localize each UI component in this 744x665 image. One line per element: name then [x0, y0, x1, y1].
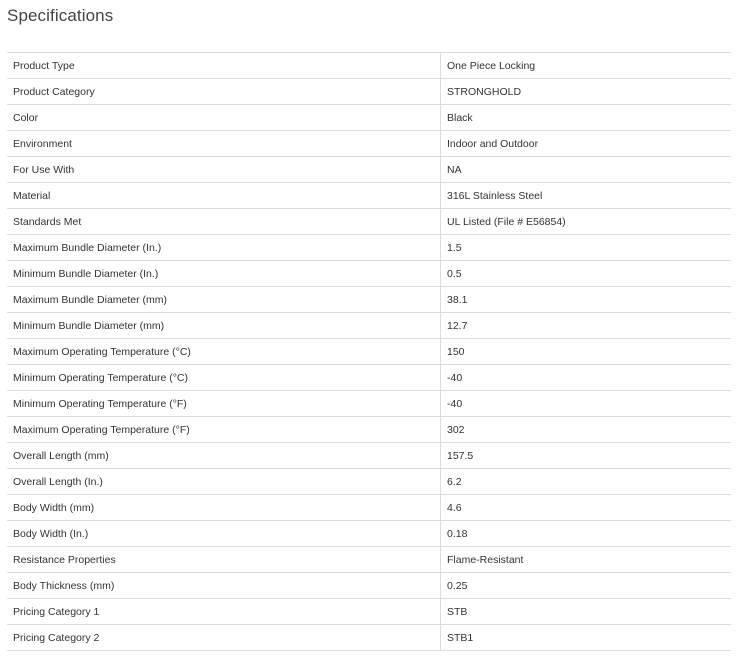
table-row [7, 313, 731, 339]
table-row [7, 235, 731, 261]
spec-value: Black [441, 105, 732, 131]
spec-label: Material [7, 183, 441, 209]
spec-value: 316L Stainless Steel [441, 183, 732, 209]
spec-label: Maximum Operating Temperature (°F) [7, 417, 441, 443]
table-row [7, 365, 731, 391]
spec-value: STB [441, 599, 732, 625]
spec-label: Standards Met [7, 209, 441, 235]
spec-value: 0.5 [441, 261, 732, 287]
spec-value: STRONGHOLD [441, 79, 732, 105]
spec-label: Body Thickness (mm) [7, 573, 441, 599]
table-row [7, 469, 731, 495]
table-row [7, 287, 731, 313]
spec-value: UL Listed (File # E56854) [441, 209, 732, 235]
specifications-table-body [7, 53, 731, 651]
spec-value: STB1 [441, 625, 732, 651]
table-row [7, 417, 731, 443]
spec-value: 157.5 [441, 443, 732, 469]
spec-label: Product Type [7, 53, 441, 79]
spec-label: Color [7, 105, 441, 131]
table-row [7, 79, 731, 105]
spec-value: 0.18 [441, 521, 732, 547]
page-title: Specifications [7, 6, 114, 25]
table-row [7, 157, 731, 183]
spec-label: Overall Length (In.) [7, 469, 441, 495]
table-row [7, 521, 731, 547]
table-row [7, 261, 731, 287]
spec-label: Environment [7, 131, 441, 157]
spec-value: 302 [441, 417, 732, 443]
spec-value: 12.7 [441, 313, 732, 339]
spec-value: 150 [441, 339, 732, 365]
table-row [7, 391, 731, 417]
table-row [7, 495, 731, 521]
table-row [7, 625, 731, 651]
spec-value: One Piece Locking [441, 53, 732, 79]
spec-label: Body Width (In.) [7, 521, 441, 547]
spec-label: Minimum Bundle Diameter (mm) [7, 313, 441, 339]
spec-value: 6.2 [441, 469, 732, 495]
spec-label: Minimum Bundle Diameter (In.) [7, 261, 441, 287]
table-row [7, 183, 731, 209]
spec-value: 4.6 [441, 495, 732, 521]
spec-value: Flame-Resistant [441, 547, 732, 573]
spec-label: Minimum Operating Temperature (°F) [7, 391, 441, 417]
spec-label: Resistance Properties [7, 547, 441, 573]
spec-label: Overall Length (mm) [7, 443, 441, 469]
spec-value: 0.25 [441, 573, 732, 599]
table-row [7, 547, 731, 573]
spec-value: 38.1 [441, 287, 732, 313]
spec-value: -40 [441, 391, 732, 417]
spec-label: Minimum Operating Temperature (°C) [7, 365, 441, 391]
spec-label: Maximum Operating Temperature (°C) [7, 339, 441, 365]
table-row [7, 443, 731, 469]
table-row [7, 131, 731, 157]
specifications-table [7, 52, 731, 651]
spec-label: Maximum Bundle Diameter (In.) [7, 235, 441, 261]
spec-label: Maximum Bundle Diameter (mm) [7, 287, 441, 313]
table-row [7, 105, 731, 131]
spec-label: Body Width (mm) [7, 495, 441, 521]
spec-label: Pricing Category 1 [7, 599, 441, 625]
spec-value: Indoor and Outdoor [441, 131, 732, 157]
table-row [7, 53, 731, 79]
spec-value: 1.5 [441, 235, 732, 261]
spec-label: Product Category [7, 79, 441, 105]
spec-value: -40 [441, 365, 732, 391]
table-row [7, 599, 731, 625]
table-row [7, 339, 731, 365]
table-row [7, 573, 731, 599]
table-row [7, 209, 731, 235]
spec-label: Pricing Category 2 [7, 625, 441, 651]
spec-label: For Use With [7, 157, 441, 183]
spec-value: NA [441, 157, 732, 183]
